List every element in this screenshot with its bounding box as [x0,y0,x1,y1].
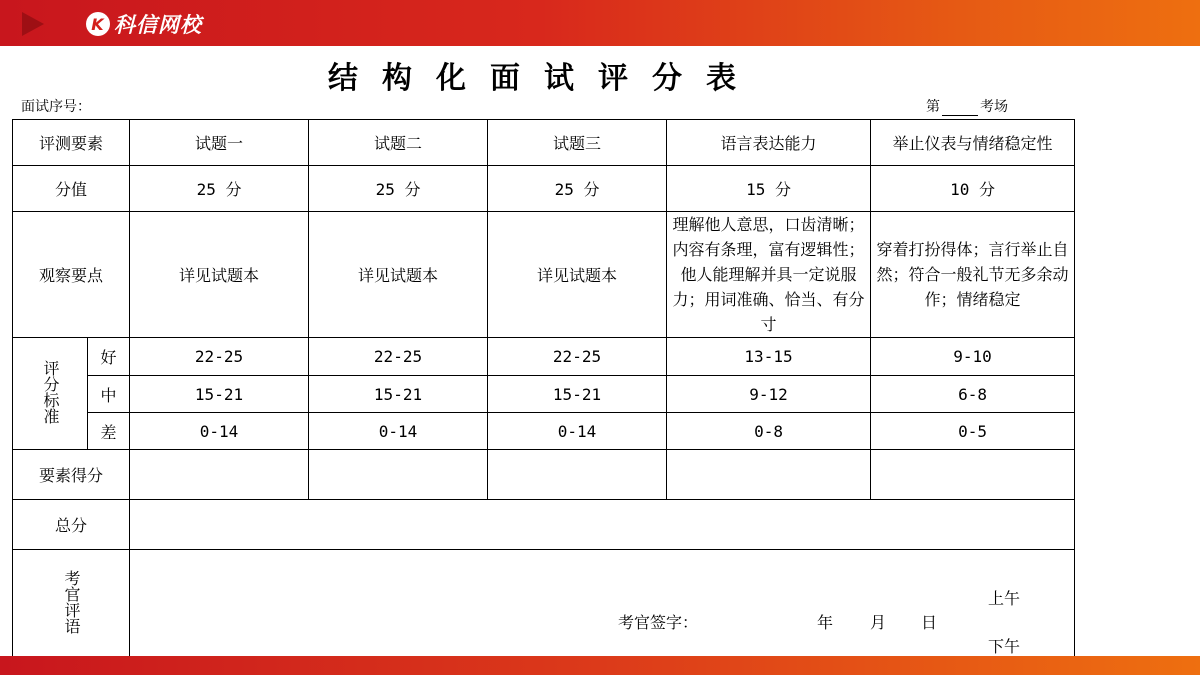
header-cell: 举止仪表与情绪稳定性 [871,120,1075,166]
element-score-label: 要素得分 [13,450,130,500]
page-title: 结构化面试评分表 [328,61,760,96]
score-value-cell: 15 分 [667,166,871,212]
observation-cell: 穿着打扮得体；言行举止自然；符合一般礼节无多余动作；情绪稳定 [871,212,1075,338]
top-banner [0,0,1200,46]
criteria-cell: 13-15 [667,338,871,376]
header-row [13,120,1075,166]
criteria-cell: 15-21 [309,376,488,413]
header-cell: 试题三 [488,120,667,166]
am-label: 上午 [988,589,1021,608]
criteria-cell: 0-14 [309,413,488,450]
observation-row [13,212,1075,338]
element-score-input[interactable] [130,450,309,500]
criteria-cell: 9-12 [667,376,871,413]
criteria-row-good [13,338,1075,376]
exam-room-label [926,96,1008,116]
criteria-cell: 15-21 [130,376,309,413]
play-triangle-icon [22,12,44,36]
room-number-blank[interactable] [942,101,978,116]
comment-row [13,550,1075,659]
month-label: 月 [870,613,887,632]
criteria-label [13,338,88,450]
element-score-input[interactable] [667,450,871,500]
score-value-cell: 25 分 [309,166,488,212]
criteria-cell: 6-8 [871,376,1075,413]
criteria-cell: 0-5 [871,413,1075,450]
element-score-row [13,450,1075,500]
grade-label: 好 [88,338,130,376]
room-suffix: 考场 [980,99,1008,115]
observation-label: 观察要点 [13,212,130,338]
day-label: 日 [921,613,938,632]
comment-label-text: 考官评语 [62,570,81,634]
score-value-row [13,166,1075,212]
observation-cell: 理解他人意思，口齿清晰；内容有条理，富有逻辑性；他人能理解并具一定说服力；用词准确、恰当、有分寸 [667,212,871,338]
total-row [13,500,1075,550]
observation-cell: 详见试题本 [488,212,667,338]
element-score-input[interactable] [488,450,667,500]
brand-mark-icon: K [86,12,110,36]
criteria-label-text: 评分标准 [41,359,60,424]
element-score-input[interactable] [309,450,488,500]
header-cell: 试题一 [130,120,309,166]
total-input[interactable] [130,500,1075,550]
element-score-input[interactable] [871,450,1075,500]
year-label: 年 [817,613,834,632]
brand-logo [86,10,202,38]
criteria-row-poor [13,413,1075,450]
criteria-cell: 0-8 [667,413,871,450]
observation-cell: 详见试题本 [309,212,488,338]
room-prefix: 第 [926,99,940,115]
score-value-label: 分值 [13,166,130,212]
grade-label: 差 [88,413,130,450]
criteria-cell: 22-25 [488,338,667,376]
grade-label: 中 [88,376,130,413]
criteria-cell: 0-14 [488,413,667,450]
score-value-cell: 25 分 [488,166,667,212]
criteria-cell: 22-25 [130,338,309,376]
header-cell: 语言表达能力 [667,120,871,166]
total-label: 总分 [13,500,130,550]
serial-number-label: 面试序号： [21,99,91,115]
score-value-cell: 10 分 [871,166,1075,212]
criteria-cell: 22-25 [309,338,488,376]
header-cell: 评测要素 [13,120,130,166]
criteria-cell: 9-10 [871,338,1075,376]
criteria-row-medium [13,376,1075,413]
comment-area[interactable] [130,550,1075,659]
score-value-cell: 25 分 [130,166,309,212]
score-sheet [9,46,1079,656]
brand-name: 科信网校 [114,13,202,37]
signature-label: 考官签字： [618,613,699,632]
pm-label: 下午 [988,637,1021,656]
bottom-banner [0,656,1200,675]
header-cell: 试题二 [309,120,488,166]
observation-cell: 详见试题本 [130,212,309,338]
comment-label [13,550,130,659]
criteria-cell: 15-21 [488,376,667,413]
scoring-table [12,119,1075,659]
criteria-cell: 0-14 [130,413,309,450]
